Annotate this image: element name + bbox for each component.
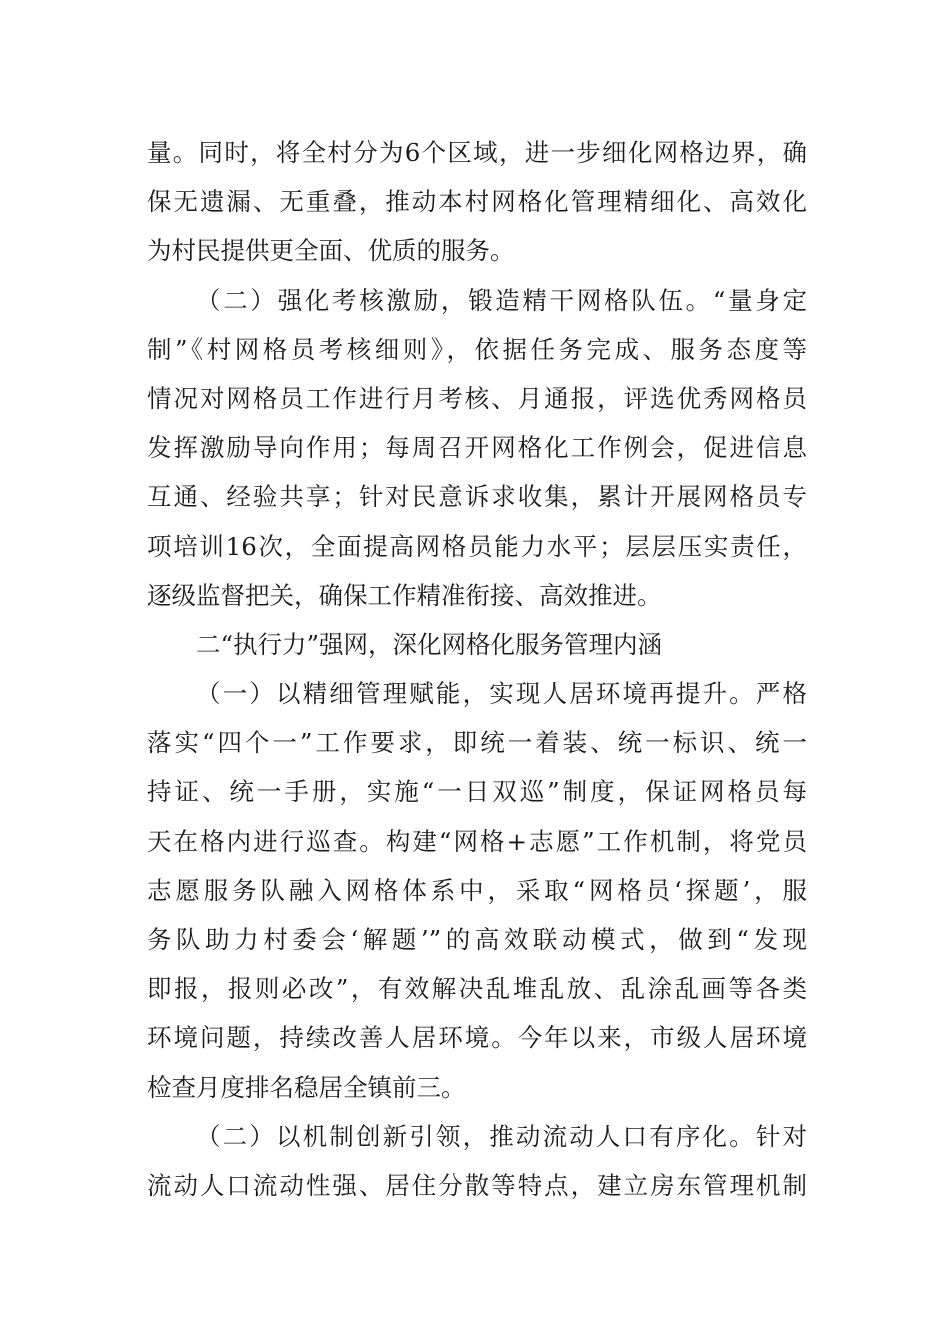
text-line: 逐级监督把关，确保工作精准衔接、高效推进。 xyxy=(147,580,662,610)
text-line: 务队助力村委会‘解题’”的高效联动模式，做到“发现 xyxy=(147,925,807,954)
text-line: 检查月度排名稳居全镇前三。 xyxy=(147,1072,466,1102)
text-line: 落实“四个一”工作要求，即统一着装、统一标识、统一 xyxy=(147,728,807,758)
text-line: 互通、经验共享；针对民意诉求收集，累计开展网格员专 xyxy=(147,482,807,512)
section-heading-line: （二）强化考核激励，锻造精干网格队伍。“量身定 xyxy=(196,285,807,315)
document-body xyxy=(147,128,807,1210)
text-line: 制”《村网格员考核细则》，依据任务完成、服务态度等 xyxy=(147,334,807,364)
text-line: 志愿服务队融入网格体系中，采取“网格员‘探题’，服 xyxy=(147,875,807,905)
text-line: 持证、统一手册，实施“一日双巡”制度，保证网格员每 xyxy=(147,777,807,807)
section-heading-line: （一）以精细管理赋能，实现人居环境再提升。严格 xyxy=(196,679,807,709)
text-line: 环境问题，持续改善人居环境。今年以来，市级人居环境 xyxy=(147,1023,807,1053)
text-line: 量。同时，将全村分为6个区域，进一步细化网格边界，确 xyxy=(147,138,807,167)
text-line: 流动人口流动性强、居住分散等特点，建立房东管理机制 xyxy=(147,1170,807,1200)
section-heading-line: （二）以机制创新引领，推动流动人口有序化。针对 xyxy=(196,1121,807,1151)
text-line: 即报，报则必改”，有效解决乱堆乱放、乱涂乱画等各类 xyxy=(147,974,807,1004)
text-line: 保无遗漏、无重叠，推动本村网格化管理精细化、高效化 xyxy=(147,187,807,217)
chapter-heading: 二“执行力”强网，深化网格化服务管理内涵 xyxy=(196,629,663,659)
text-line: 项培训16次，全面提高网格员能力水平；层层压实责任， xyxy=(147,531,807,561)
text-line: 天在格内进行巡查。构建“网格+志愿”工作机制，将党员 xyxy=(147,826,807,856)
text-line: 情况对网格员工作进行月考核、月通报，评选优秀网格员 xyxy=(147,383,807,413)
text-line: 为村民提供更全面、优质的服务。 xyxy=(147,236,515,266)
text-line: 发挥激励导向作用；每周召开网格化工作例会，促进信息 xyxy=(147,433,807,463)
